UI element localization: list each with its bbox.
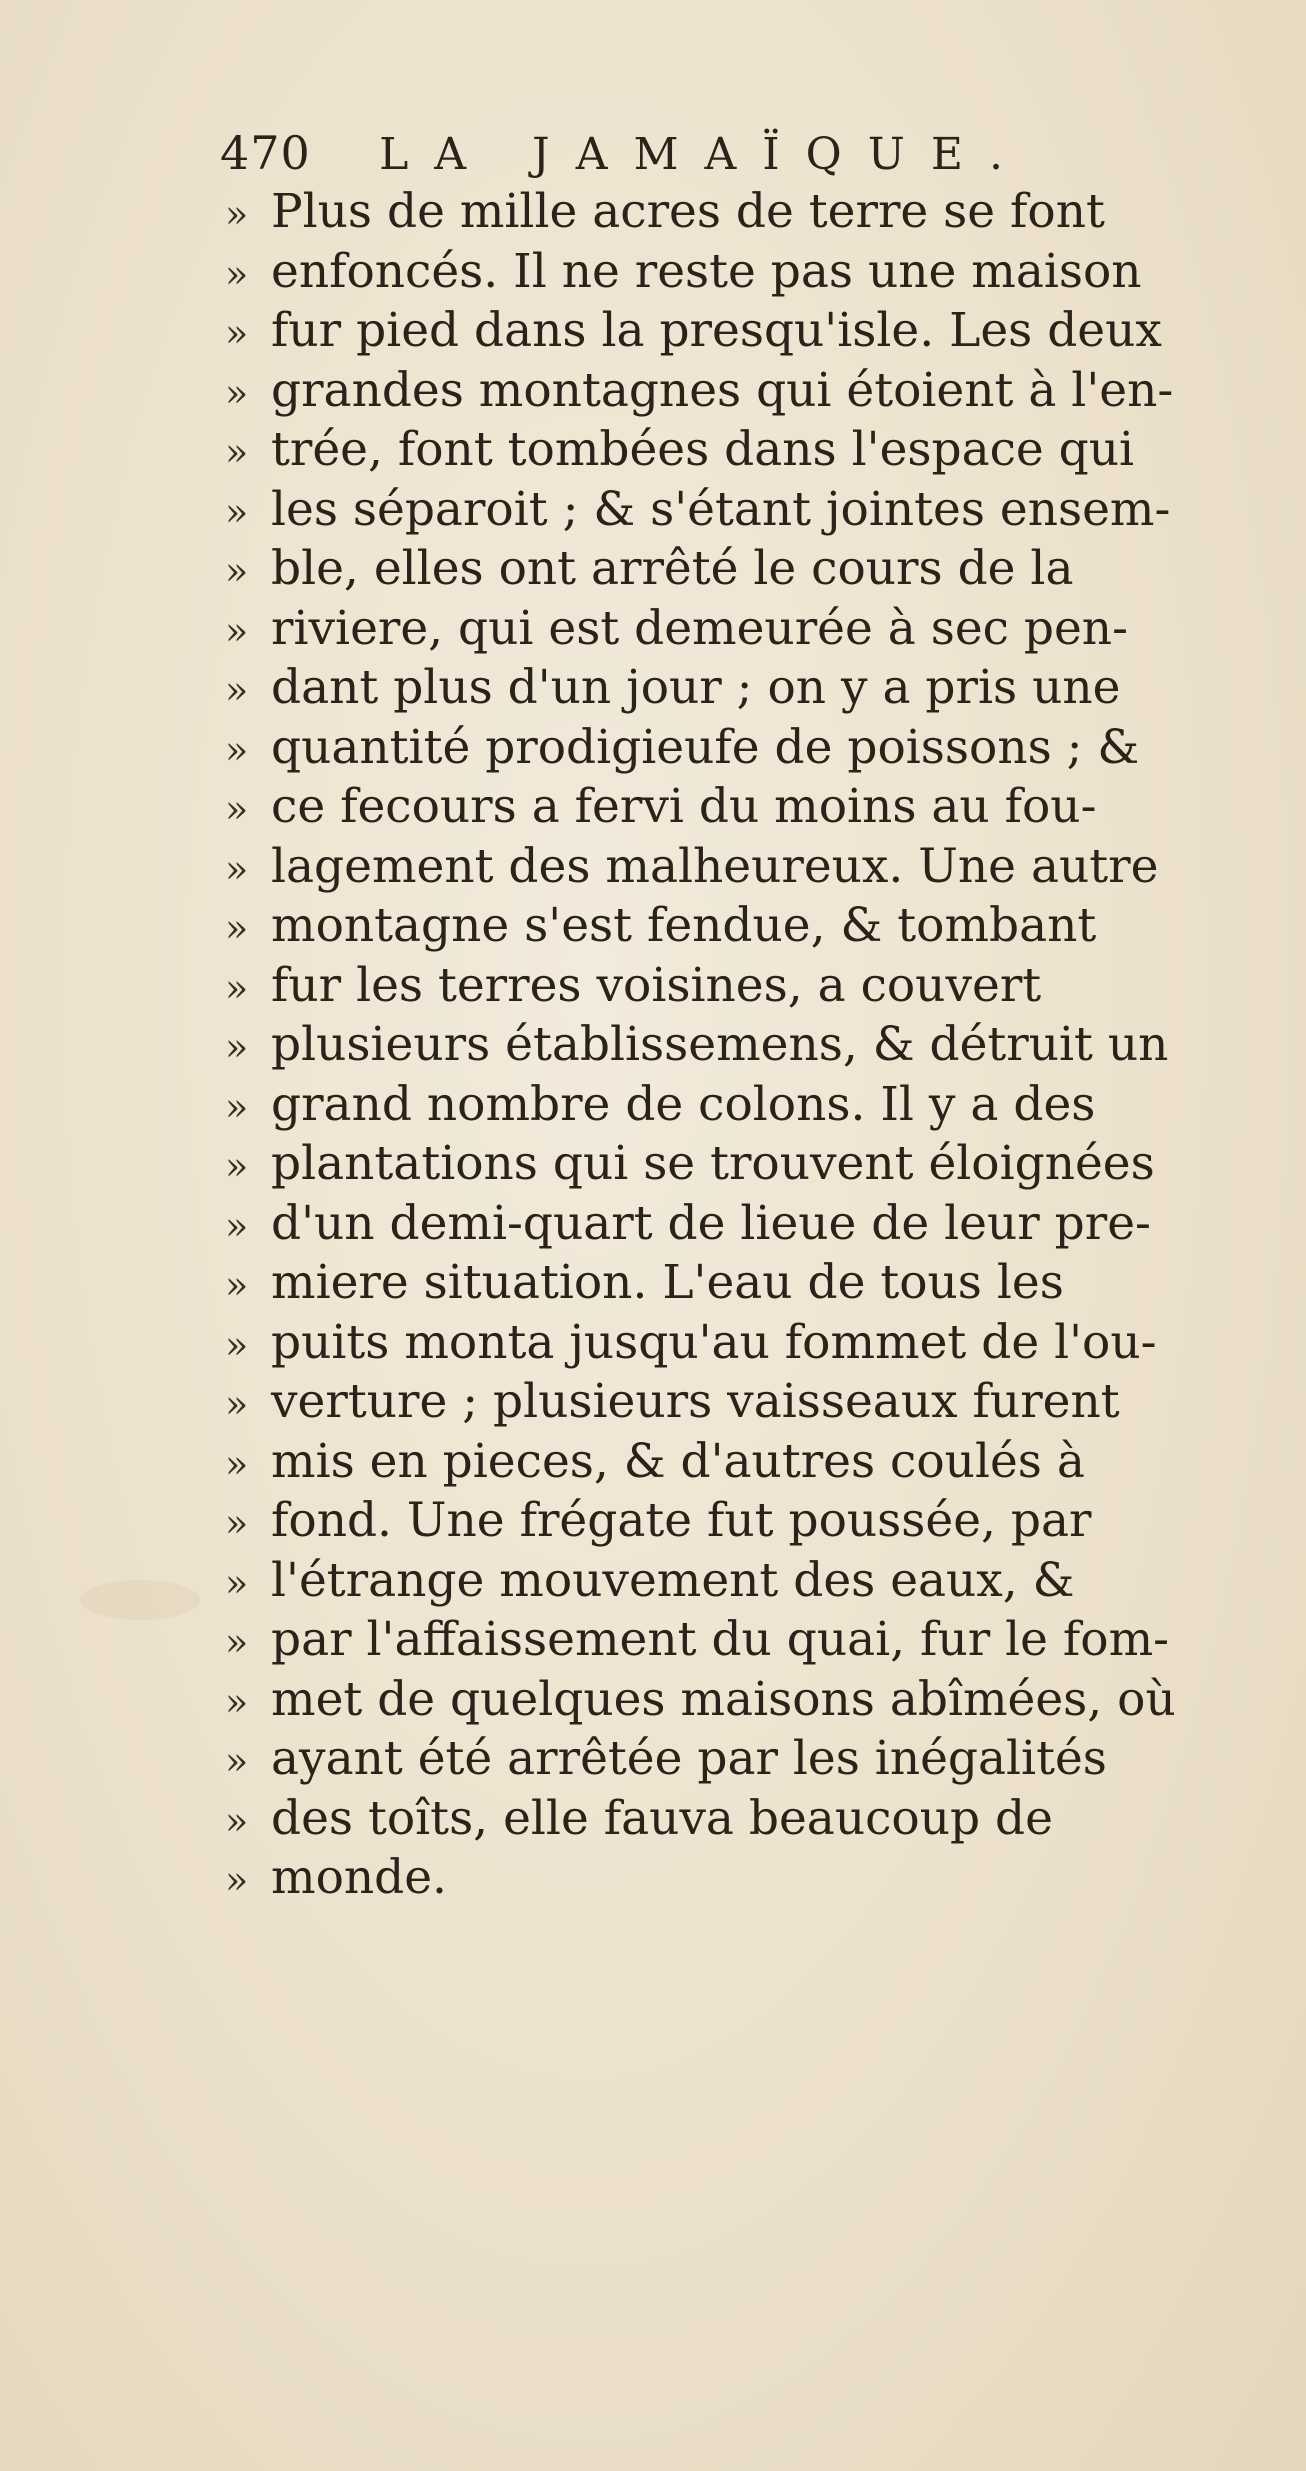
- text-line: [225, 1491, 1235, 1551]
- text-line: [225, 420, 1235, 480]
- line-text: par l'affaissement du quai, fur le fom-: [271, 1612, 1170, 1667]
- line-text: ayant été arrêtée par les inégalités: [271, 1731, 1107, 1786]
- text-line: [225, 182, 1235, 242]
- text-line: [225, 1075, 1235, 1135]
- text-line: [225, 658, 1235, 718]
- text-line: [225, 1789, 1235, 1849]
- quote-mark: »: [225, 727, 249, 772]
- text-line: [225, 539, 1235, 599]
- line-text: met de quelques maisons abîmées, où: [271, 1671, 1176, 1727]
- page-header: [220, 118, 1120, 188]
- line-text: les séparoit ; & s'étant jointes ensem-: [271, 481, 1171, 537]
- line-text: trée, font tombées dans l'espace qui: [271, 422, 1135, 477]
- quote-mark: »: [225, 489, 249, 534]
- text-line: [225, 480, 1235, 540]
- quote-mark: »: [225, 192, 249, 236]
- line-text: lagement des malheureux. Une autre: [271, 838, 1159, 894]
- text-line: [225, 1015, 1235, 1075]
- quote-mark: »: [225, 1798, 249, 1843]
- text-line: [225, 718, 1235, 778]
- line-text: des toîts, elle fauva beaucoup de: [271, 1790, 1053, 1846]
- line-text: ble, elles ont arrêté le cours de la: [271, 541, 1074, 596]
- text-line: [225, 1610, 1235, 1670]
- text-line: [225, 1848, 1235, 1908]
- quote-mark: »: [225, 1679, 249, 1724]
- quote-mark: »: [225, 1620, 249, 1664]
- quote-mark: »: [225, 251, 249, 296]
- line-text: verture ; plusieurs vaisseaux furent: [271, 1374, 1120, 1429]
- text-line: [225, 1194, 1235, 1254]
- text-line: [225, 777, 1235, 837]
- line-text: fond. Une frégate fut poussée, par: [271, 1493, 1092, 1548]
- quote-mark: »: [225, 1084, 249, 1129]
- quote-mark: »: [225, 846, 249, 891]
- quote-mark: »: [225, 1501, 249, 1545]
- quote-mark: »: [225, 311, 249, 355]
- line-text: puits monta jusqu'au fommet de l'ou-: [271, 1314, 1157, 1370]
- quote-mark: »: [225, 1739, 249, 1783]
- line-text: Plus de mille acres de terre se font: [271, 184, 1105, 239]
- line-text: plusieurs établissemens, & détruit un: [271, 1017, 1169, 1072]
- text-line: [225, 599, 1235, 659]
- line-text: plantations qui se trouvent éloignées: [271, 1136, 1155, 1191]
- quote-mark: »: [225, 1322, 249, 1367]
- text-line: [225, 1372, 1235, 1432]
- body-text: [225, 182, 1235, 1908]
- text-line: [225, 1551, 1235, 1611]
- line-text: quantité prodigieufe de poissons ; &: [271, 719, 1140, 775]
- line-text: grandes montagnes qui étoient à l'en-: [271, 362, 1174, 418]
- line-text: miere situation. L'eau de tous les: [271, 1255, 1064, 1310]
- text-line: [225, 1670, 1235, 1730]
- quote-mark: »: [225, 1144, 249, 1188]
- text-line: [225, 1134, 1235, 1194]
- quote-mark: »: [225, 1263, 249, 1307]
- quote-mark: »: [225, 1382, 249, 1426]
- quote-mark: »: [225, 787, 249, 831]
- running-title: LA JAMAÏQUE.: [379, 129, 1029, 180]
- quote-mark: »: [225, 370, 249, 415]
- text-line: [225, 1432, 1235, 1492]
- line-text: riviere, qui est demeurée à sec pen-: [271, 600, 1128, 656]
- line-text: mis en pieces, & d'autres coulés à: [271, 1433, 1085, 1489]
- line-text: fur pied dans la presqu'isle. Les deux: [271, 303, 1162, 358]
- line-text: ce fecours a fervi du moins au fou-: [271, 779, 1097, 834]
- quote-mark: »: [225, 1025, 249, 1069]
- line-text: enfoncés. Il ne reste pas une maison: [271, 243, 1142, 299]
- text-line: [225, 1253, 1235, 1313]
- text-line: [225, 1729, 1235, 1789]
- quote-mark: »: [225, 906, 249, 950]
- text-line: [225, 242, 1235, 302]
- line-text: l'étrange mouvement des eaux, &: [271, 1552, 1075, 1608]
- quote-mark: »: [225, 668, 249, 712]
- quote-mark: »: [225, 965, 249, 1010]
- line-text: d'un demi-quart de lieue de leur pre-: [271, 1195, 1151, 1251]
- text-line: [225, 301, 1235, 361]
- line-text: montagne s'est fendue, & tombant: [271, 898, 1097, 953]
- text-line: [225, 1313, 1235, 1373]
- text-line: [225, 361, 1235, 421]
- page-number: 470: [220, 126, 311, 180]
- line-text: grand nombre de colons. Il y a des: [271, 1076, 1096, 1132]
- line-text: fur les terres voisines, a couvert: [271, 957, 1042, 1013]
- quote-mark: »: [225, 1560, 249, 1605]
- text-line: [225, 956, 1235, 1016]
- quote-mark: »: [225, 1858, 249, 1902]
- text-line: [225, 896, 1235, 956]
- paper-stain: [80, 1580, 200, 1620]
- quote-mark: »: [225, 549, 249, 593]
- quote-mark: »: [225, 1441, 249, 1486]
- text-line: [225, 837, 1235, 897]
- quote-mark: »: [225, 1203, 249, 1248]
- line-text: dant plus d'un jour ; on y a pris une: [271, 660, 1121, 715]
- quote-mark: »: [225, 608, 249, 653]
- quote-mark: »: [225, 430, 249, 474]
- line-text: monde.: [271, 1850, 447, 1905]
